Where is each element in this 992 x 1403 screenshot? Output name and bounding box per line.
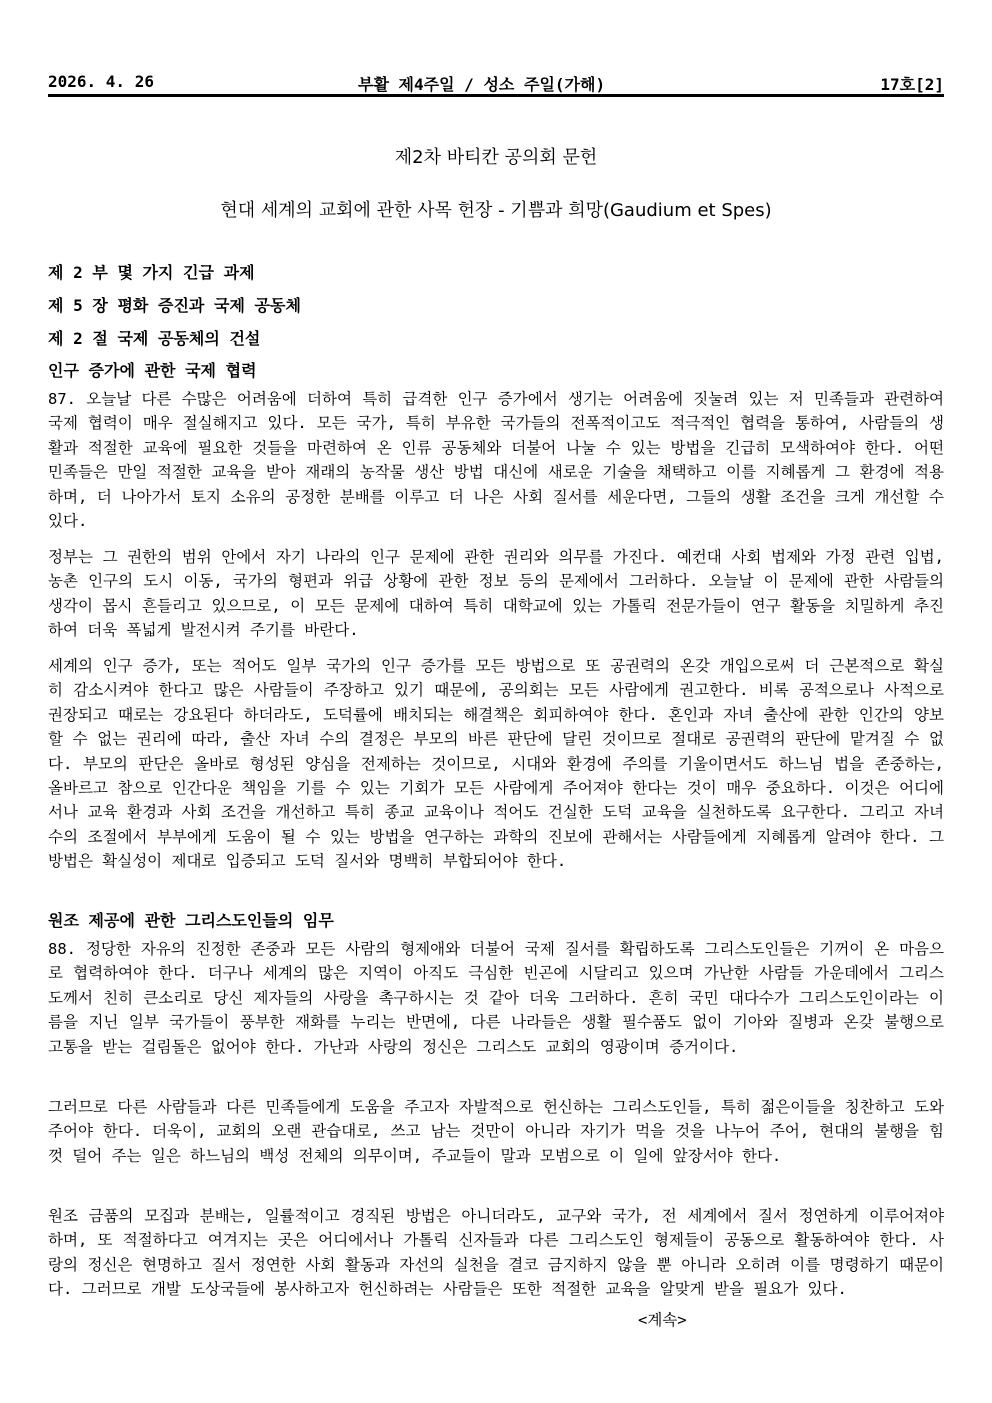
paragraph-88: 88. 정당한 자유의 진정한 존중과 모든 사람의 형제애와 더불어 국제 질서를 확립하도록 그리스도인들은 기꺼이 온 마음으로 협력하여야 한다. 더구나 세계의 많은 지역이 아직도 극심한 빈곤에 시달리고 있으며 가난한 사람들 가운데에서 그리스도께서 친히 큰소리로 당신 제자들의 사랑을 촉구하시는 것 같아 더욱 그러하다. 흔히 국민 대다수가 그리스도인이라는 이름을 지닌 일부 국가들이 풍부한 재화를 누리는 반면에, 다른 나라들은 생활 필수품도 없이 기아와 질병과 온갖 불행으로 고통을 받는 걸림돌은 없어야 한다. 가난과 사랑의 정신은 그리스도 교회의 영광이며 증거이다. — [48, 940, 944, 1056]
paragraph-88-2: 그러므로 다른 사람들과 다른 민족들에게 도움을 주고자 자발적으로 헌신하는 그리스도인들, 특히 젊은이들을 칭찬하고 도와주어야 한다. 더욱이, 교회의 오랜 관습대로, 쓰고 남는 것만이 아니라 자기가 먹을 것을 나누어 주어, 현대의 불행을 힘껏 덜어 주는 일은 하느님의 백성 전체의 의무이며, 주교들이 말과 모범으로 이 일에 앞장서야 한다. — [48, 1098, 944, 1165]
subsection-heading-aid: 원조 제공에 관한 그리스도인들의 임무 — [48, 911, 334, 930]
continued-marker: <계속> — [638, 1311, 687, 1329]
paragraph-87-3: 세계의 인구 증가, 또는 적어도 일부 국가의 인구 증가를 모든 방법으로 또 공권력의 온갖 개입으로써 더 근본적으로 확실히 감소시켜야 한다고 많은 사람들이 주장하고 있기 때문에, 공의회는 모든 사람에게 권고한다. 비록 공적으로나 사적으로 권장되고 때로는 강요된다 하더라도, 도덕률에 배치되는 해결책은 회피하여야 한다. 혼인과 자녀 출산에 관한 인간의 양보할 수 없는 권리에 따라, 출산 자녀 수의 결정은 부모의 바른 판단에 달린 것이므로 절대로 공권력의 판단에 맡겨질 수 없다. 부모의 판단은 올바로 형성된 양심을 전제하는 것이므로, 시대와 환경에 주의를 기울이면서도 하느님 법을 존중하는, 올바르고 참으로 인간다운 책임을 기를 수 있는 기회가 모든 사람에게 주어져야 한다는 것이 매우 중요하다. 이것은 어디에서나 교육 환경과 사회 조건을 개선하고 특히 종교 교육이나 적어도 건실한 도덕 교육을 실천하도록 요구한다. 그리고 자녀 수의 조절에서 부부에게 도움이 될 수 있는 방법을 연구하는 과학의 진보에 관해서는 사람들에게 지혜롭게 알려야 한다. 그 방법은 확실성이 제대로 입증되고 도덕 질서와 명백히 부합되어야 한다. — [48, 657, 944, 871]
header-title: 부활 제4주일 / 성소 주일(가해) — [358, 75, 606, 94]
document-title: 제2차 바티칸 공의회 문헌 — [394, 147, 598, 168]
part-heading: 제 2 부 몇 가지 긴급 과제 — [48, 263, 255, 282]
subsection-heading-population: 인구 증가에 관한 국제 협력 — [48, 361, 257, 380]
document-subtitle: 현대 세계의 교회에 관한 사목 헌장 - 기쁨과 희망(Gaudium et Spes) — [220, 200, 772, 221]
chapter-heading: 제 5 장 평화 증진과 국제 공동체 — [48, 296, 301, 315]
header-date: 2026. 4. 26 — [48, 72, 154, 91]
section-heading: 제 2 절 국제 공동체의 건설 — [48, 329, 261, 348]
page-header — [48, 70, 944, 97]
paragraph-87-2: 정부는 그 권한의 범위 안에서 자기 나라의 인구 문제에 관한 권리와 의무를 가진다. 예컨대 사회 법제와 가정 관련 입법, 농촌 인구의 도시 이동, 국가의 형편과 위급 상황에 관한 정보 등의 문제에서 그러하다. 오늘날 이 문제에 관한 사람들의 생각이 몹시 흔들리고 있으므로, 이 모든 문제에 대하여 특히 대학교에 있는 가톨릭 전문가들이 연구 활동을 치밀하게 추진하여 더욱 폭넓게 발전시켜 주기를 바란다. — [48, 548, 944, 640]
paragraph-87: 87. 오늘날 다른 수많은 어려움에 더하여 특히 급격한 인구 증가에서 생기는 어려움에 짓눌려 있는 저 민족들과 관련하여 국제 협력이 매우 절실해지고 있다. 모든 국가, 특히 부유한 국가들의 전폭적이고도 적극적인 협력을 통하여, 사람들의 생활과 적절한 교육에 필요한 것들을 마련하여 온 인류 공동체와 더불어 나눌 수 있는 방법을 긴급히 모색하여야 한다. 어떤 민족들은 만일 적절한 교육을 받아 재래의 농작물 생산 방법 대신에 새로운 기술을 채택하고 이를 지혜롭게 그 환경에 적용하며, 더 나아가서 토지 소유의 공정한 분배를 이루고 더 나은 사회 질서를 세운다면, 그들의 생활 조건을 크게 개선할 수 있다. — [48, 390, 944, 531]
header-issue: 17호[2] — [880, 75, 944, 94]
paragraph-88-3: 원조 금품의 모집과 분배는, 일률적이고 경직된 방법은 아니더라도, 교구와 국가, 전 세계에서 질서 정연하게 이루어져야 하며, 또 적절하다고 여겨지는 곳은 어디에서나 가톨릭 신자들과 다른 그리스도인 형제들이 공동으로 활동하여야 한다. 사랑의 정신은 현명하고 질서 정연한 사회 활동과 자선의 실천을 결코 금지하지 않을 뿐 아니라 오히려 이를 명령하기 때문이다. 그러므로 개발 도상국들에 봉사하고자 헌신하려는 사람들은 또한 적절한 교육을 알맞게 받을 필요가 있다. — [48, 1207, 944, 1299]
